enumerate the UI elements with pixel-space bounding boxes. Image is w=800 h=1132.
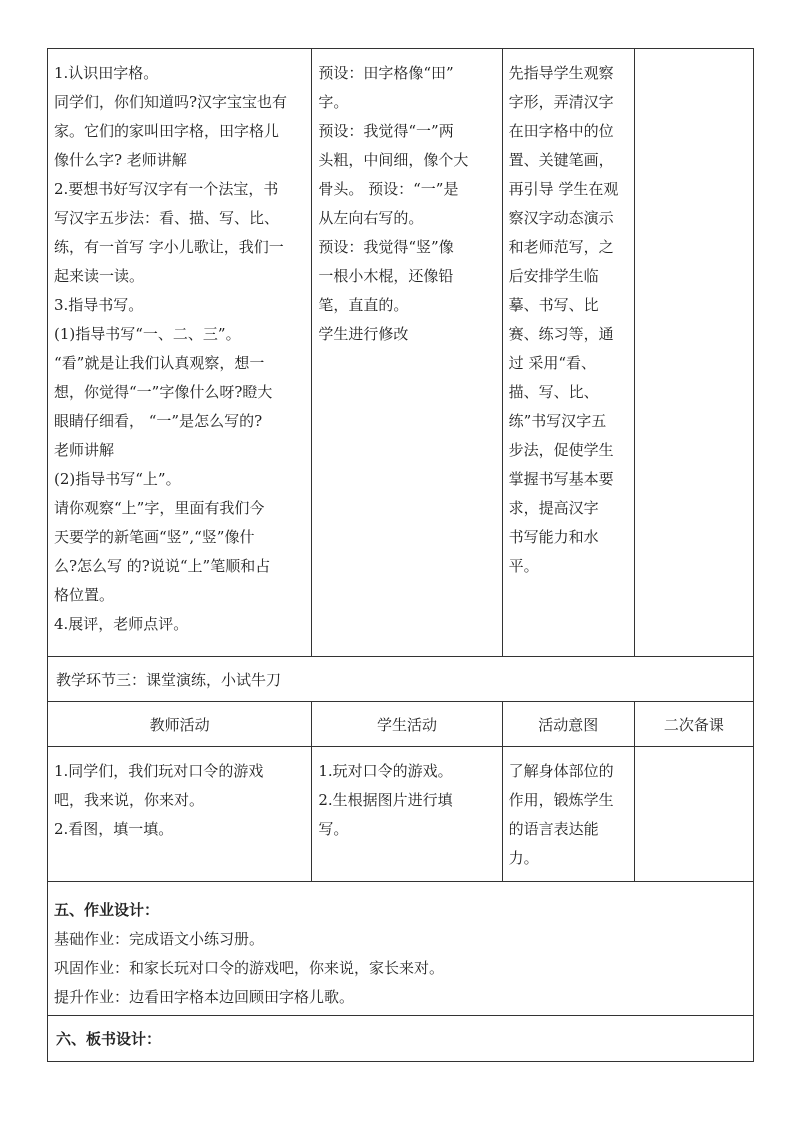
text-line: 练，有一首写 字小儿歌让，我们一	[54, 238, 284, 256]
text-line: 写。	[318, 820, 349, 838]
text-line: (2)指导书写“上”。	[54, 470, 181, 488]
text-line: 求，提高汉字	[508, 499, 599, 517]
section-3-row	[48, 657, 754, 702]
text-line: 家。它们的家叫田字格，田字格儿	[54, 122, 280, 140]
board-design-title: 六、板书设计：	[56, 1030, 162, 1048]
homework-advanced: 提升作业：边看田字格本边回顾田字格儿歌。	[54, 988, 355, 1006]
text-line: 赛、练习等，通	[508, 325, 614, 343]
text-line: 后安排学生临	[508, 267, 599, 285]
text-line: 吧，我来说，你来对。	[54, 791, 205, 809]
header-row	[48, 702, 754, 747]
text-line: 1.玩对口令的游戏。	[318, 762, 453, 780]
second-prep-cell	[634, 747, 753, 882]
activity-row-2	[48, 747, 754, 882]
text-line: 过 采用“看、	[508, 354, 597, 372]
text-line: 摹、书写、比	[508, 296, 599, 314]
text-line: 在田字格中的位	[508, 122, 614, 140]
board-design-row	[48, 1016, 754, 1062]
text-line: 请你观察“上”字，里面有我们今	[54, 499, 265, 517]
text-line: 眼睛仔细看， “一”是怎么写的?	[54, 412, 263, 430]
teacher-activity-cell	[48, 49, 312, 657]
text-line: 预设：我觉得“一”两	[318, 122, 454, 140]
text-line: 起来读一读。	[54, 267, 145, 285]
text-line: 4.展评，老师点评。	[54, 615, 189, 633]
text-line: 写汉字五步法：看、描、写、比、	[54, 209, 280, 227]
text-line: 格位置。	[54, 586, 115, 604]
text-line: 字。	[318, 93, 349, 111]
header-second-prep: 二次备课	[634, 702, 753, 747]
teacher-activity-cell	[48, 747, 312, 882]
text-line: 力。	[508, 849, 539, 867]
text-line: 同学们，你们知道吗?汉字宝宝也有	[54, 93, 288, 111]
text-line: 置、关键笔画，	[508, 151, 614, 169]
text-line: 和老师范写，之	[508, 238, 614, 256]
text-line: 预设：我觉得“竖”像	[318, 238, 454, 256]
student-activity-text	[312, 747, 501, 844]
text-line: 一根小木棍，还像铅	[318, 267, 454, 285]
text-line: 字形，弄清汉字	[508, 93, 614, 111]
text-line: 先指导学生观察	[508, 64, 614, 82]
text-line: 的语言表达能	[508, 820, 599, 838]
text-line: 掌握书写基本要	[508, 470, 614, 488]
text-line: 再引导 学生在观	[508, 180, 619, 198]
header-activity-intent: 活动意图	[502, 702, 634, 747]
text-line: 步法，促使学生	[508, 441, 614, 459]
lesson-plan-table	[47, 48, 754, 1062]
activity-intent-cell	[502, 747, 634, 882]
text-line: 1.同学们，我们玩对口令的游戏	[54, 762, 264, 780]
activity-intent-cell	[502, 49, 634, 657]
homework-consolidate: 巩固作业：和家长玩对口令的游戏吧，你来说，家长来对。	[54, 959, 445, 977]
text-line: 3.指导书写。	[54, 296, 144, 314]
text-line: 像什么字? 老师讲解	[54, 151, 187, 169]
text-line: 骨头。 预设：“一”是	[318, 180, 459, 198]
teacher-activity-text	[48, 747, 311, 844]
text-line: 预设：田字格像“田”	[318, 64, 454, 82]
header-student-activity: 学生活动	[312, 702, 502, 747]
text-line: 从左向右写的。	[318, 209, 424, 227]
activity-intent-text	[503, 747, 634, 873]
text-line: 想，你觉得“一”字像什么呀?瞪大	[54, 383, 273, 401]
text-line: 头粗，中间细，像个大	[318, 151, 469, 169]
text-line: 笔，直直的。	[318, 296, 409, 314]
teacher-activity-text	[48, 49, 311, 639]
text-line: 2.看图，填一填。	[54, 820, 174, 838]
text-line: 学生进行修改	[318, 325, 409, 343]
text-line: 书写能力和水	[508, 528, 599, 546]
homework-cell	[48, 882, 754, 1016]
text-line: (1)指导书写“一、二、三”。	[54, 325, 241, 343]
text-line: 察汉字动态演示	[508, 209, 614, 227]
text-line: 练”书写汉字五	[508, 412, 607, 430]
homework-row	[48, 882, 754, 1016]
text-line: “看”就是让我们认真观察，想一	[54, 354, 265, 372]
text-line: 天要学的新笔画“竖”,“竖”像什	[54, 528, 255, 546]
activity-row-1	[48, 49, 754, 657]
text-line: 1.认识田字格。	[54, 64, 159, 82]
text-line: 2.生根据图片进行填	[318, 791, 453, 809]
text-line: 了解身体部位的	[508, 762, 614, 780]
homework-basic: 基础作业：完成语文小练习册。	[54, 930, 265, 948]
text-line: 平。	[508, 557, 539, 575]
homework-title: 五、作业设计：	[54, 901, 160, 919]
text-line: 么?怎么写 的?说说“上”笔顺和占	[54, 557, 271, 575]
student-activity-cell	[312, 49, 502, 657]
lesson-plan-page	[47, 48, 754, 1062]
header-teacher-activity: 教师活动	[48, 702, 312, 747]
student-activity-cell	[312, 747, 502, 882]
student-activity-text	[312, 49, 501, 349]
board-design-cell	[48, 1016, 754, 1062]
text-line: 老师讲解	[54, 441, 115, 459]
text-line: 作用，锻炼学生	[508, 791, 614, 809]
text-line: 描、写、比、	[508, 383, 599, 401]
second-prep-cell	[634, 49, 753, 657]
activity-intent-text	[503, 49, 634, 581]
text-line: 2.要想书好写汉字有一个法宝，书	[54, 180, 279, 198]
section-3-title: 教学环节三：课堂演练，小试牛刀	[48, 657, 754, 702]
